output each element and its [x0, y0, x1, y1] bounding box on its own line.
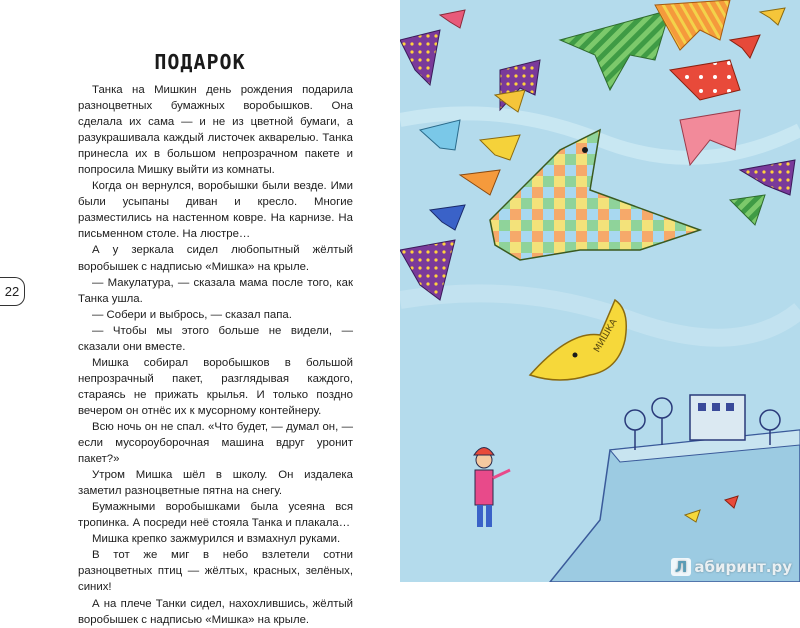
paragraph: Мишка собирал воробышков в большой непрозрачный пакет, разглядывая каждого, стараясь не прижать крылья. И только поздно вечером он отнёс их к мусорному контейнеру. [78, 356, 353, 417]
paragraph: — Чтобы мы этого больше не видели, — сказали они вместе. [78, 324, 353, 353]
paragraph: — Макулатура, — сказала мама после того, как Танка ушла. [78, 276, 353, 305]
story-title: ПОДАРОК [154, 50, 246, 74]
watermark: Л абиринт.ру [671, 558, 792, 576]
paragraph: Танка на Мишкин день рождения подарила разноцветных бумажных воробышков. Она сделала их сама — и не из цветной бумаги, а разукрашивала каждый листочек акварелью. Танка принесла их в большом непрозрачном пакете и попросила Мишку выйти из комнаты. [78, 84, 353, 177]
paragraph: Утром Мишка шёл в школу. Он издалека заметил разноцветные пятна на снегу. [78, 469, 353, 498]
paragraph: Всю ночь он не спал. «Что будет, — думал он, — если мусороуборочная машина вдруг уронит пакет?» [78, 420, 353, 466]
paragraph: — Собери и выбрось, — сказал папа. [92, 308, 292, 321]
illustration-page [400, 0, 800, 582]
paragraph: А на плече Танки сидел, нахохлившись, жёлтый воробышек с надписью «Мишка» на крыле. [78, 597, 353, 626]
paragraph: Когда он вернулся, воробышки были везде. Ими были усыпаны диван и кресло. Многие разместились на настенном ковре. На карнизе. На письменном столе. На люстре… [78, 180, 353, 241]
story-text [78, 82, 353, 628]
bird-label: МИШКА [592, 317, 620, 355]
illustration [400, 0, 800, 582]
paragraph: В тот же миг в небо взлетели сотни разноцветных птиц — жёлтых, красных, зелёных, синих! [78, 549, 353, 594]
page-number: 22 [0, 277, 25, 306]
paragraph: А у зеркала сидел любопытный жёлтый воробышек с надписью «Мишка» на крыле. [78, 244, 353, 273]
building-icon [690, 395, 745, 440]
paragraph: Мишка крепко зажмурился и взмахнул руками. [92, 533, 341, 546]
left-page [0, 0, 400, 626]
paragraph: Бумажными воробышками была усеяна вся тропинка. А посреди неё стояла Танка и плакала… [78, 501, 353, 530]
